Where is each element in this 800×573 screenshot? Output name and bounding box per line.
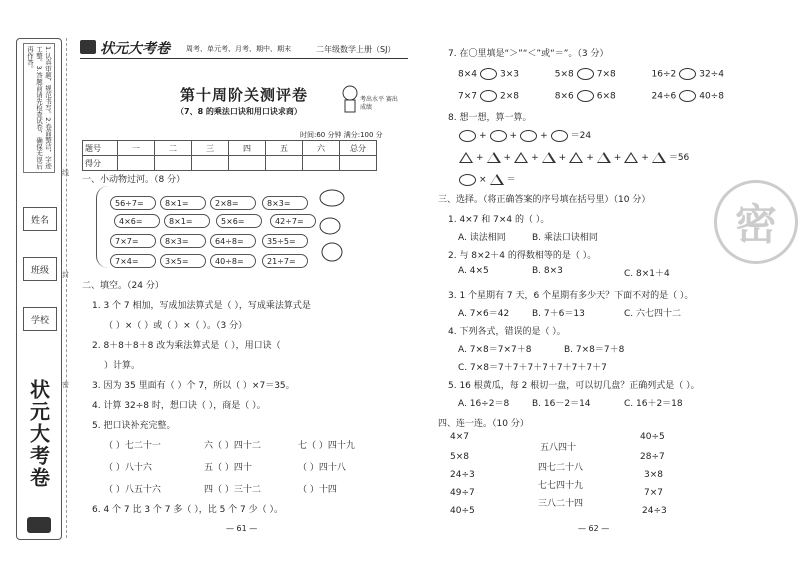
choice-option[interactable]: C. 7×8＝7＋7＋7＋7＋7＋7＋7＋7 xyxy=(458,363,607,373)
circle-shape-icon xyxy=(551,130,568,142)
match-left-item[interactable]: 49÷7 xyxy=(450,488,475,498)
answer-bubble[interactable]: 7×4= xyxy=(110,254,156,268)
circle-shape-icon xyxy=(459,174,476,186)
section3-heading: 三、选择。（将正确答案的序号填在括号里）（10 分） xyxy=(438,195,651,205)
compare-circle[interactable] xyxy=(480,68,497,80)
circle-shape-icon xyxy=(490,130,507,142)
compare-circle[interactable] xyxy=(679,68,696,80)
score-input[interactable] xyxy=(155,156,192,171)
mnemonic-cell: （ ）十四 xyxy=(298,485,337,495)
match-right-item[interactable]: 24÷3 xyxy=(642,506,667,516)
page-number-left: — 61 — xyxy=(226,524,258,533)
match-right-item[interactable]: 7×7 xyxy=(644,488,663,498)
page-subtitle: （7、8 的乘法口诀和用口诀求商） xyxy=(176,107,302,116)
triangle-icon xyxy=(459,152,473,163)
choice-option[interactable]: C. 16＋2＝18 xyxy=(624,399,683,409)
cell: 得分 xyxy=(83,156,118,171)
animals-illustration-icon xyxy=(316,186,352,266)
triangle-icon xyxy=(652,152,666,163)
compare-circle[interactable] xyxy=(679,90,696,102)
cell: 三 xyxy=(192,141,229,156)
mnemonic-cell: 四（ ）三十二 xyxy=(204,485,261,495)
secret-seal-stamp: 密 xyxy=(714,180,798,264)
brand-vertical-logo: 状元大考卷 xyxy=(26,379,51,489)
answer-bubble[interactable]: 21÷7= xyxy=(262,254,308,268)
answer-bubble[interactable]: 8×1= xyxy=(164,214,210,228)
q4-line: 4. 计算 32÷8 时，想口诀（ ），商是（ ）。 xyxy=(92,401,266,411)
answer-bubble[interactable]: 8×3= xyxy=(262,196,308,210)
mnemonic-cell: （ ）八十六 xyxy=(104,463,152,473)
section1-heading: 一、小动物过河。（8 分） xyxy=(82,175,186,185)
mnemonic-cell: （ ）四十八 xyxy=(298,463,346,473)
mnemonic-cell: （ ）七二十一 xyxy=(104,441,161,451)
q7-row2: 7×7 2×8 8×6 6×8 24÷6 40÷8 xyxy=(458,91,724,102)
circle-shape-icon xyxy=(459,130,476,142)
q2-line-b: ）计算。 xyxy=(104,361,141,371)
grade-label: 二年级数学上册（SJ） xyxy=(316,45,396,54)
choice-option[interactable]: B. 7×8＝7＋8 xyxy=(564,345,625,355)
triangle-icon xyxy=(597,152,611,163)
score-table xyxy=(82,140,377,171)
mnemonic-cell: 五（ ）四十 xyxy=(204,463,252,473)
cell: 一 xyxy=(118,141,155,156)
match-middle-item[interactable]: 七七四十九 xyxy=(538,481,584,491)
side-mark-seal: 封 xyxy=(62,271,69,279)
score-input[interactable] xyxy=(192,156,229,171)
page-number-right: — 62 — xyxy=(578,524,610,533)
compare-circle[interactable] xyxy=(577,68,594,80)
choice-q2: 2. 与 8×2＋4 的得数相等的是（ ）。 xyxy=(448,251,597,261)
answer-bubble[interactable]: 35÷5= xyxy=(262,234,308,248)
match-middle-item[interactable]: 四七二十八 xyxy=(538,463,584,473)
choice-option[interactable]: B. 16－2＝14 xyxy=(532,399,591,409)
cell: 二 xyxy=(155,141,192,156)
instructions-notes: 1.认真审题，规范书写。2.卷面整洁，字迹工整。3.答题前请先检查试卷，确保无误后再作答。 xyxy=(23,43,55,173)
match-right-item[interactable]: 28÷7 xyxy=(640,452,665,462)
choice-option[interactable]: A. 7×6＝42 xyxy=(458,309,510,319)
triangle-icon xyxy=(569,152,583,163)
exam-types: 周考、单元考、月考、期中、期末 xyxy=(186,45,291,53)
triangle-icon xyxy=(487,152,501,163)
q7-row1: 8×4 3×3 5×8 7×8 16÷2 32÷4 xyxy=(458,69,724,80)
class-field[interactable]: 班级 xyxy=(23,257,57,281)
cell: 六 xyxy=(303,141,340,156)
score-input[interactable] xyxy=(266,156,303,171)
match-middle-item[interactable]: 五八四十 xyxy=(540,443,577,453)
cell: 总分 xyxy=(340,141,377,156)
side-mark-line: 线 xyxy=(62,169,69,177)
match-left-item[interactable]: 40÷5 xyxy=(450,506,475,516)
cell: 五 xyxy=(266,141,303,156)
answer-bubble[interactable]: 7×7= xyxy=(110,234,156,248)
cell: 四 xyxy=(229,141,266,156)
binding-dash-line xyxy=(66,38,67,538)
q8-triangles-eq: + + + + + + + ＝56 xyxy=(456,150,689,163)
publisher-badge-icon xyxy=(27,517,51,533)
choice-q5: 5. 16 根黄瓜，每 2 根切一盘，可以切几盘？正确列式是（ ）。 xyxy=(448,381,700,391)
score-input[interactable] xyxy=(303,156,340,171)
answer-bubble[interactable]: 42÷7= xyxy=(270,214,316,228)
choice-q3: 3. 1 个星期有 7 天，6 个星期有多少天？下面不对的是（ ）。 xyxy=(448,291,694,301)
choice-option[interactable]: B. 7＋6＝13 xyxy=(532,309,585,319)
mascot-slogan: 考出水平 赛出成绩 xyxy=(360,96,398,111)
q3-line: 3. 因为 35 里面有（ ）个 7，所以（ ）×7＝35。 xyxy=(92,381,295,391)
school-field[interactable]: 学校 xyxy=(23,307,57,331)
binding-strip xyxy=(16,38,62,540)
score-row-values xyxy=(83,156,377,171)
match-left-item[interactable]: 4×7 xyxy=(450,432,469,442)
compare-circle[interactable] xyxy=(577,90,594,102)
section2-heading: 二、填空。（24 分） xyxy=(82,281,164,291)
cell: 题号 xyxy=(83,141,118,156)
mnemonic-cell: 六（ ）四十二 xyxy=(204,441,261,451)
page-title: 第十周阶关测评卷 xyxy=(180,86,309,104)
choice-option[interactable]: B. 乘法口诀相同 xyxy=(532,233,598,243)
match-right-item[interactable]: 40÷5 xyxy=(640,432,665,442)
q8-circles-eq: + + + ＝24 xyxy=(456,128,591,142)
mnemonic-cell: （ ）八五十六 xyxy=(104,485,161,495)
choice-option[interactable]: B. 8×3 xyxy=(532,266,563,276)
match-left-item[interactable]: 24÷3 xyxy=(450,470,475,480)
answer-bubble[interactable]: 56÷7= xyxy=(110,196,156,210)
choice-q4: 4. 下列各式，错误的是（ ）。 xyxy=(448,327,566,337)
answer-bubble[interactable]: 8×1= xyxy=(160,196,206,210)
q8-heading: 8. 想一想，算一算。 xyxy=(448,113,532,123)
choice-option[interactable]: A. 16÷2＝8 xyxy=(458,399,510,409)
match-right-item[interactable]: 3×8 xyxy=(644,470,663,480)
q8-answer-eq: × ＝ xyxy=(456,172,516,186)
choice-option[interactable]: C. 8×1＋4 xyxy=(624,269,670,279)
match-left-item[interactable]: 5×8 xyxy=(450,452,469,462)
brand-logo-icon xyxy=(80,40,96,54)
q1-line-a: 1. 3 个 7 相加，写成加法算式是（ ），写成乘法算式是 xyxy=(92,301,311,311)
q2-line-a: 2. 8＋8＋8＋8 改为乘法算式是（ ），用口诀（ xyxy=(92,341,281,351)
score-row-headers xyxy=(83,141,377,156)
answer-bubble[interactable]: 8×3= xyxy=(160,234,206,248)
q5-line: 5. 把口诀补充完整。 xyxy=(92,421,176,431)
choice-option[interactable]: A. 4×5 xyxy=(458,266,489,276)
answer-bubble[interactable]: 3×5= xyxy=(160,254,206,268)
triangle-icon xyxy=(542,152,556,163)
choice-q1: 1. 4×7 和 7×4 的（ ）。 xyxy=(448,215,550,225)
choice-option[interactable]: A. 7×8＝7×7＋8 xyxy=(458,345,532,355)
answer-bubble[interactable]: 4×6= xyxy=(114,214,160,228)
brand-name: 状元大考卷 xyxy=(100,41,170,57)
compare-circle[interactable] xyxy=(480,90,497,102)
mnemonic-cell: 七（ ）四十九 xyxy=(298,441,355,451)
score-input[interactable] xyxy=(118,156,155,171)
time-score-info: 时间:60 分钟 满分:100 分 xyxy=(300,131,383,139)
answer-bubble[interactable]: 2×8= xyxy=(210,196,256,210)
name-field[interactable]: 姓名 xyxy=(23,207,57,231)
score-input[interactable] xyxy=(340,156,377,171)
choice-option[interactable]: C. 六七四十二 xyxy=(624,309,682,319)
score-input[interactable] xyxy=(229,156,266,171)
q7-heading: 7. 在〇里填是“＞”“＜”或“＝”。（3 分） xyxy=(448,49,609,59)
q1-line-b: （ ）×（ ）或（ ）×（ ）。（3 分） xyxy=(104,321,248,331)
triangle-icon xyxy=(514,152,528,163)
triangle-icon xyxy=(624,152,638,163)
q6-line: 6. 4 个 7 比 3 个 7 多（ ），比 5 个 7 少（ ）。 xyxy=(92,505,283,515)
answer-bubble[interactable]: 40÷8= xyxy=(210,254,256,268)
match-middle-item[interactable]: 三八二十四 xyxy=(538,499,584,509)
circle-shape-icon xyxy=(520,130,537,142)
triangle-icon xyxy=(490,174,504,185)
section4-heading: 四、连一连。（10 分） xyxy=(438,419,529,429)
answer-bubble[interactable]: 64÷8= xyxy=(210,234,256,248)
answer-bubble[interactable]: 5×6= xyxy=(216,214,262,228)
choice-option[interactable]: A. 读法相同 xyxy=(458,233,506,243)
side-mark-secret: 密 xyxy=(62,381,69,389)
